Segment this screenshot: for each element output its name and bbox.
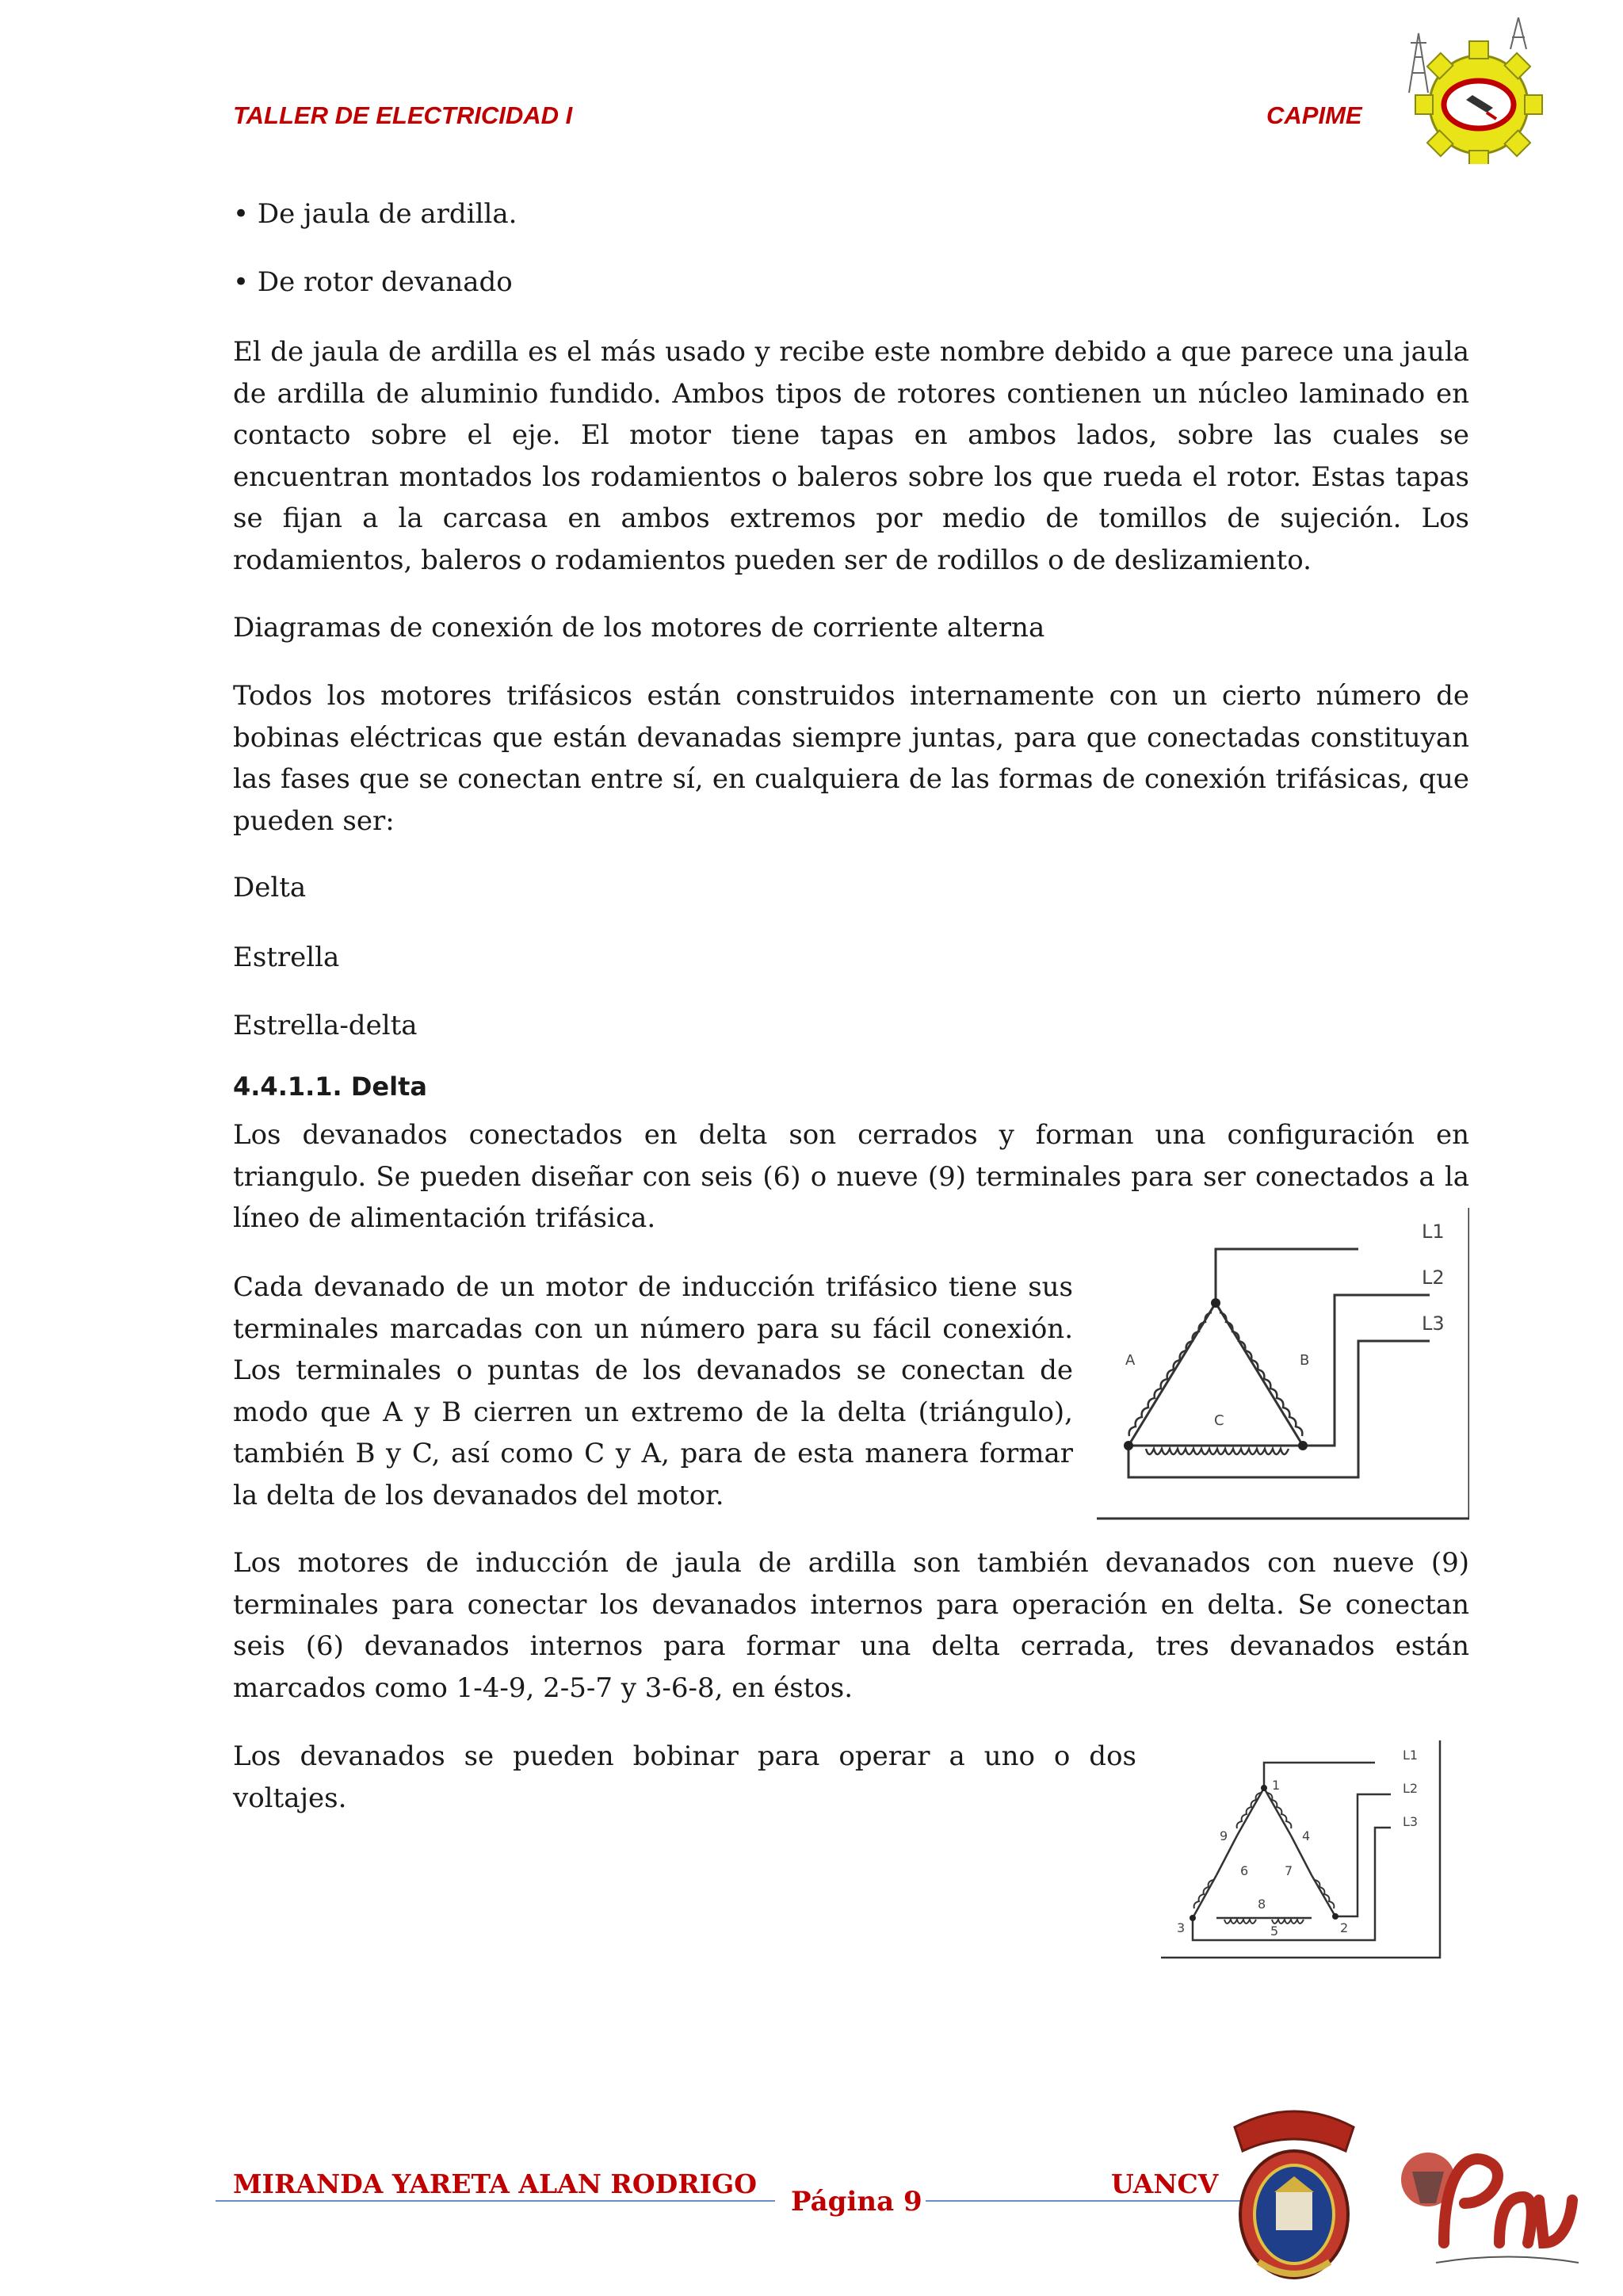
fig2-label-l2: L2 bbox=[1403, 1781, 1419, 1796]
fig2-terminal-5: 5 bbox=[1270, 1924, 1279, 1939]
fig1-label-b: B bbox=[1300, 1352, 1310, 1369]
footer-rule-left bbox=[216, 2200, 775, 2202]
fig1-label-l2: L2 bbox=[1422, 1266, 1445, 1289]
header-title: TALLER DE ELECTRICIDAD I bbox=[233, 101, 573, 129]
paragraph-nueve: Los motores de inducción de jaula de ardilla son también devanados con nueve (9) terminales para conectar los devanados internos para operación en delta. Se conectan seis (6) devanados internos para formar una delta cerrada, tres devanados están marcados como 1-4-9, 2-5-7 y 3-6-8, en éstos. bbox=[233, 1547, 1469, 1704]
footer-author: MIRANDA YARETA ALAN RODRIGO bbox=[233, 2168, 757, 2199]
fig2-terminal-1: 1 bbox=[1272, 1778, 1281, 1793]
paragraph-diagramas: Diagramas de conexión de los motores de corriente alterna bbox=[233, 612, 1045, 644]
paragraph-delta: Los devanados conectados en delta son cerrados y forman una configuración en triangulo. Se pueden diseñar con seis (6) o nueve (9) terminales para ser conectados a la líneo de alimentación trifásica. bbox=[233, 1119, 1469, 1234]
page-number: Página 9 bbox=[791, 2186, 922, 2218]
fig2-terminal-3: 3 bbox=[1177, 1920, 1186, 1935]
fig2-label-l1: L1 bbox=[1403, 1748, 1419, 1763]
bullet-rotor: • De rotor devanado bbox=[233, 266, 513, 298]
section-heading: 4.4.1.1. Delta bbox=[233, 1072, 427, 1102]
fig1-label-a: A bbox=[1125, 1352, 1136, 1369]
fig1-label-c: C bbox=[1214, 1412, 1224, 1429]
item-estrella: Estrella bbox=[233, 942, 340, 973]
peru-brand-logo bbox=[1388, 2124, 1587, 2283]
fig2-label-l3: L3 bbox=[1403, 1814, 1419, 1829]
university-crest-logo bbox=[1227, 2103, 1361, 2286]
capime-logo bbox=[1392, 17, 1558, 164]
paragraph-voltajes: Los devanados se pueden bobinar para operar a uno o dos voltajes. bbox=[233, 1740, 1136, 1814]
bullet-jaula: • De jaula de ardilla. bbox=[233, 198, 517, 230]
fig1-label-l1: L1 bbox=[1422, 1221, 1445, 1243]
fig2-terminal-4: 4 bbox=[1302, 1828, 1311, 1843]
fig2-terminal-7: 7 bbox=[1285, 1863, 1293, 1878]
footer-rule-right bbox=[926, 2200, 1243, 2202]
fig2-terminal-8: 8 bbox=[1258, 1897, 1266, 1912]
item-estrella-delta: Estrella-delta bbox=[233, 1010, 418, 1041]
delta-diagram-nine-terminals bbox=[1161, 1740, 1478, 1962]
header-capime: CAPIME bbox=[1266, 101, 1362, 129]
paragraph-terminales: Cada devanado de un motor de inducción trifásico tiene sus terminales marcadas con un número para su fácil conexión. Los terminales o puntas de los devanados se conectan de modo que A y B cierren un extremo de la delta (triángulo), también B y C, así como C y A, para de esta manera formar la delta de los devanados del motor. bbox=[233, 1271, 1073, 1511]
footer-university: UANCV bbox=[1111, 2168, 1219, 2199]
item-delta: Delta bbox=[233, 872, 307, 904]
paragraph-jaula: El de jaula de ardilla es el más usado y recibe este nombre debido a que parece una jaula de ardilla de aluminio fundido. Ambos tipos de rotores contienen un núcleo laminado en contacto sobre el eje. El motor tiene tapas en ambos lados, sobre las cuales se encuentran montados los rodamientos o baleros sobre los que rueda el rotor. Estas tapas se fijan a la carcasa en ambos extremos por medio de tomillos de sujeción. Los rodamientos, baleros o rodamientos pueden ser de rodillos o de deslizamiento. bbox=[233, 336, 1469, 576]
delta-diagram-abc bbox=[1097, 1208, 1469, 1525]
fig1-label-l3: L3 bbox=[1422, 1312, 1445, 1335]
fig2-terminal-2: 2 bbox=[1340, 1920, 1349, 1935]
fig2-terminal-9: 9 bbox=[1220, 1828, 1228, 1843]
fig2-terminal-6: 6 bbox=[1240, 1863, 1249, 1878]
paragraph-motores: Todos los motores trifásicos están construidos internamente con un cierto número de bobinas eléctricas que están devanadas siempre juntas, para que conectadas constituyan las fases que se conectan entre sí, en cualquiera de las formas de conexión trifásicas, que pueden ser: bbox=[233, 680, 1469, 837]
